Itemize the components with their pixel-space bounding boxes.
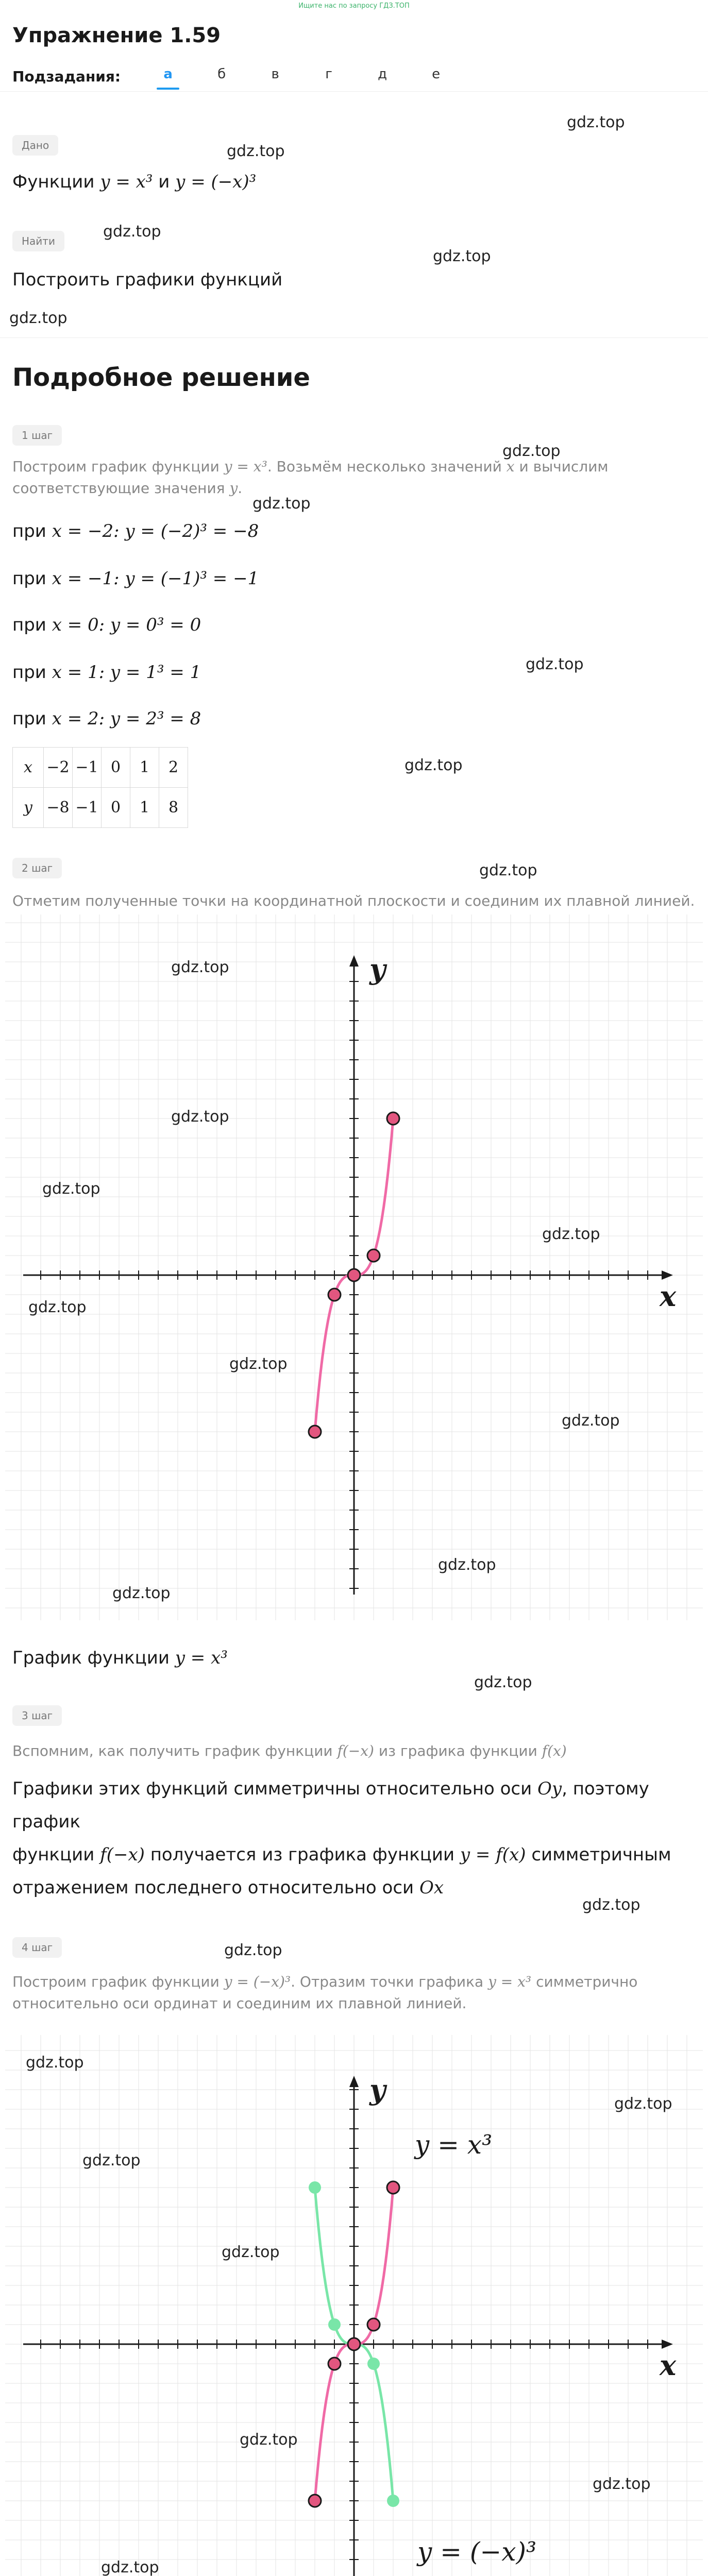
graph-cube [5,914,703,1620]
watermark: gdz.top [252,495,311,513]
given-badge: Дано [12,135,58,156]
calc-line-pre: при [12,568,46,589]
subtask-tab-a[interactable]: а [141,64,195,90]
step2-badge-row [0,858,708,878]
step3-f-neg-x: f(−x) [100,1844,145,1865]
table-cell: −1 [73,748,102,788]
table-cell: 8 [159,788,188,828]
calc-line-expr: x = −1: y = (−1)³ = −1 [52,568,259,589]
watermark: gdz.top [567,113,625,131]
point-cube [328,2358,341,2370]
step3-muted [0,1740,708,1762]
watermark: gdz.top [28,1298,87,1316]
step1-badge: 1 шаг [12,425,62,446]
calc-line-3 [0,613,708,638]
watermark: gdz.top [222,2243,280,2261]
x-axis-label: x [660,1280,677,1313]
table-cell: −2 [44,748,73,788]
step3-text-3: функции [12,1844,95,1865]
watermark: gdz.top [240,2431,298,2449]
label-neg-cube: y = (−x)³ [417,2537,537,2567]
step4-badge-row [0,1937,708,1958]
step4-text-a: Построим график функции [12,1973,220,1990]
watermark: gdz.top [438,1556,496,1574]
watermark: gdz.top [562,1412,620,1430]
step3-f-x: y = f(x) [460,1844,526,1865]
table-cell: x [13,748,44,788]
step1-intro [0,456,708,499]
watermark: gdz.top [112,1584,171,1602]
calc-line-1 [0,519,708,544]
point-cube [367,2318,380,2331]
given-text [0,170,708,195]
x-axis-label: x [660,2349,677,2382]
subtask-tab-v[interactable]: в [271,66,279,82]
step2-text: Отметим полученные точки на координатной плоскости и соединим их плавной линией. [12,892,695,909]
watermark: gdz.top [227,142,285,160]
watermark: gdz.top [171,958,229,976]
watermark: gdz.top [26,2054,84,2072]
graph-both-step4 [5,2035,703,2576]
y-axis-arrow [349,955,359,967]
step3-text-4: получается из графика функции [150,1844,455,1865]
watermark: gdz.top [614,2095,672,2113]
step4-text-b: . Отразим точки графика [291,1973,484,1990]
calc-line-expr: x = 2: y = 2³ = 8 [52,708,201,729]
step3-muted-f1: f(−x) [337,1742,374,1759]
table-cell: 1 [130,748,159,788]
given-function-2: y = (−x)³ [175,172,257,192]
calc-line-5 [0,707,708,732]
watermark: gdz.top [82,2151,141,2170]
calc-line-4 [0,660,708,685]
subtasks-label: Подзадания: [12,68,121,85]
step1-intro-function: y = x³ [224,458,267,475]
watermark: gdz.top [9,309,68,327]
calc-line-pre: при [12,615,46,635]
y-axis-label: y [369,2073,386,2106]
step1-intro-text-3: и вычислим [519,458,609,475]
step4-function: y = (−x)³ [224,1973,291,1990]
calc-line-expr: x = 0: y = 0³ = 0 [52,615,201,635]
table-cell: 2 [159,748,188,788]
watermark: gdz.top [502,442,561,460]
calc-line-pre: при [12,662,46,683]
step3-text-5: симметричным [531,1844,671,1865]
watermark: gdz.top [474,1673,532,1691]
watermark: gdz.top [582,1896,640,1914]
calc-line-pre: при [12,521,46,541]
find-badge: Найти [12,231,64,251]
table-cell: 1 [130,788,159,828]
step3-explanation [0,1772,708,1904]
step3-text-6: отражением последнего относительно оси [12,1877,414,1898]
label-cube: y = x³ [415,2130,493,2160]
calc-line-expr: x = 1: y = 1³ = 1 [52,662,201,683]
watermark: gdz.top [229,1355,288,1373]
watermark: gdz.top [542,1225,600,1243]
table-row [13,748,188,788]
subtask-tab-d[interactable]: д [378,66,387,82]
subtask-tab-g[interactable]: г [325,66,332,82]
step4-text [0,1971,708,2014]
watermark: gdz.top [101,2558,159,2576]
step1-intro-x: x [506,458,515,475]
subtask-tab-b[interactable]: б [217,66,226,82]
step3-muted-text-2: из графика функции [378,1742,537,1759]
watermark: gdz.top [526,655,584,673]
table-cell: −1 [73,788,102,828]
table-row [13,788,188,828]
given-block [0,135,708,156]
values-table [12,747,188,828]
step1-badge-row [0,425,708,446]
watermark: gdz.top [404,756,463,774]
point-cube [348,1269,360,1281]
step1-intro-text-4: соответствующие значения [12,480,225,497]
caption-function: y = x³ [175,1648,228,1668]
table-cell: y [13,788,44,828]
step1-intro-text: Построим график функции [12,458,220,475]
step3-badge-row [0,1705,708,1726]
calc-line-pre: при [12,708,46,729]
values-table-wrap [0,747,708,828]
point-cube [387,2181,399,2194]
point-neg-cube [309,2181,321,2194]
point-cube [309,1426,321,1438]
step3-muted-f2: f(x) [542,1742,567,1759]
step2-caption [0,1646,708,1671]
watermark: gdz.top [433,247,491,265]
watermark: gdz.top [593,2475,651,2493]
watermark: gdz.top [171,1108,229,1126]
find-text: Построить графики функций [12,269,283,290]
step4-text-c: симметрично [536,1973,638,1990]
calc-line-expr: x = −2: y = (−2)³ = −8 [52,521,259,541]
y-axis-arrow [349,2076,359,2087]
step1-intro-y: y [229,480,238,497]
step4-badge: 4 шаг [12,1937,62,1958]
solution-title: Подробное решение [12,363,310,392]
step3-text: Графики этих функций симметричны относительно оси [12,1778,532,1799]
step4-text-d: относительно оси ординат и соединим их плавной линией. [12,1995,467,2012]
step4-function-2: y = x³ [488,1973,532,1990]
table-cell: −8 [44,788,73,828]
point-cube [367,1249,380,1262]
step3-axis-oy: Oy [537,1778,562,1799]
watermark: gdz.top [224,1941,282,1959]
watermark: gdz.top [479,861,537,879]
point-neg-cube [387,2495,399,2507]
step3-axis-ox: Ox [419,1877,444,1898]
point-neg-cube [328,2318,341,2331]
top-notice: Ищите нас по запросу ГДЗ.ТОП [298,2,410,10]
step1-intro-text-2: . Возьмём несколько значений [267,458,502,475]
step3-muted-text: Вспомним, как получить график функции [12,1742,333,1759]
point-neg-cube [367,2358,380,2370]
caption-text: График функции [12,1648,170,1668]
page-title: Упражнение 1.59 [12,24,221,47]
given-label: Функции [12,172,95,192]
given-and: и [158,172,170,192]
point-cube [309,2495,321,2507]
table-cell: 0 [102,788,130,828]
point-cube [387,1112,399,1125]
subtask-tab-e[interactable]: е [432,66,441,82]
point-cube [328,1289,341,1301]
given-function-1: y = x³ [100,172,153,192]
watermark: gdz.top [103,223,161,241]
table-cell: 0 [102,748,130,788]
calc-line-2 [0,567,708,591]
step3-text-2: , поэтому график [12,1778,649,1832]
step2-badge: 2 шаг [12,858,62,878]
step3-badge: 3 шаг [12,1705,62,1726]
y-axis-label: y [369,953,386,986]
step1-intro-dot: . [238,480,243,497]
subtasks-bar [0,53,708,92]
point-cube [348,2338,360,2350]
watermark: gdz.top [42,1180,100,1198]
